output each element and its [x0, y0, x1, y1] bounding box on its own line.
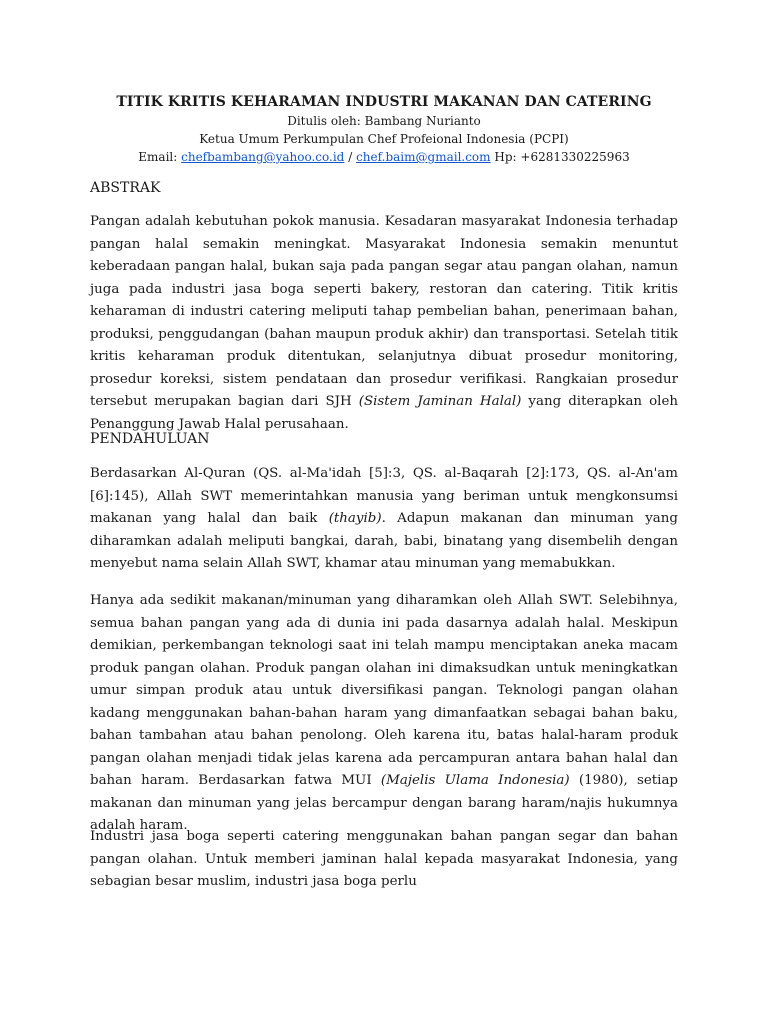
intro-p2-text-start: Hanya ada sedikit makanan/minuman yang diharamkan oleh Allah SWT. Selebihnya, semua bahan pangan yang ada di dunia ini pada dasarnya adalah halal. Meskipun demikian, perkembangan teknologi saat ini telah mampu menciptakan aneka macam produk pangan olahan. Produk pangan olahan ini dimaksudkan untuk meningkatkan umur simpan produk atau untuk diversifikasi pangan. Teknologi pangan olahan kadang menggunakan bahan-bahan haram yang dimanfaatkan sebagai bahan baku, bahan tambahan atau bahan penolong. Oleh karena itu, batas halal-haram produk pangan olahan menjadi tidak jelas karena ada percampuran antara bahan halal dan bahan haram. Berdasarkan fatwa MUI — [90, 593, 678, 788]
abstract-text-start: Pangan adalah kebutuhan pokok manusia. Kesadaran masyarakat Indonesia terhadap pangan halal semakin meningkat. Masyarakat Indonesia semakin menuntut keberadaan pangan halal, bukan saja pada pangan segar atau pangan olahan, namun juga pada industri jasa boga seperti bakery, restoran dan catering. Titik kritis keharaman di industri catering meliputi tahap pembelian bahan, penerimaan bahan, produksi, penggudangan (bahan maupun produk akhir) dan transportasi. Setelah titik kritis keharaman produk ditentukan, selanjutnya dibuat prosedur monitoring, prosedur koreksi, sistem pendataan dan prosedur verifikasi. Rangkaian prosedur tersebut merupakan bagian dari SJH — [90, 214, 678, 409]
intro-paragraph-3: Industri jasa boga seperti catering menggunakan bahan pangan segar dan bahan pangan olahan. Untuk memberi jaminan halal kepada masyarakat Indonesia, yang sebagian besar muslim, industri jasa boga perlu — [90, 829, 678, 889]
contact-line — [90, 148, 678, 166]
intro-p2-text-italic: (Majelis Ulama Indonesia) — [380, 773, 570, 788]
intro-heading: PENDAHULUAN — [90, 431, 210, 447]
email-link-gmail[interactable]: chef.baim@gmail.com — [356, 150, 491, 164]
author-line: Ditulis oleh: Bambang Nurianto — [287, 114, 481, 128]
email-link-yahoo[interactable]: chefbambang@yahoo.co.id — [181, 150, 345, 164]
document-header — [90, 92, 678, 166]
intro-paragraph-1 — [90, 463, 678, 576]
email-separator: / — [348, 150, 353, 164]
intro-p2-text-end: (1980), setiap makanan dan minuman yang jelas bercampur dengan barang haram/najis hukumnya adalah haram. — [90, 773, 678, 833]
intro-paragraph-2 — [90, 590, 678, 838]
intro-p1-text-end: . Adapun makanan dan minuman yang diharamkan adalah meliputi bangkai, darah, babi, binatang yang disembelih dengan menyebut nama selain Allah SWT, khamar atau minuman yang memabukkan. — [90, 511, 678, 571]
intro-p1-text-start: Berdasarkan Al-Quran (QS. al-Ma'idah [5]:3, QS. al-Baqarah [2]:173, QS. al-An'am [6]:145), Allah SWT memerintahkan manusia yang beriman untuk mengkonsumsi makanan yang halal dan baik — [90, 466, 678, 526]
abstract-paragraph — [90, 211, 678, 436]
document-title: TITIK KRITIS KEHARAMAN INDUSTRI MAKANAN DAN CATERING — [116, 94, 652, 110]
abstract-text-end: yang diterapkan oleh Penanggung Jawab Halal perusahaan. — [90, 394, 678, 432]
abstract-text-italic: (Sistem Jaminan Halal) — [358, 394, 522, 409]
abstract-heading: ABSTRAK — [90, 180, 161, 196]
phone-number: +6281330225963 — [520, 150, 630, 164]
author-role-line: Ketua Umum Perkumpulan Chef Profeional Indonesia (PCPI) — [199, 132, 569, 146]
phone-label: Hp: — [494, 150, 517, 164]
intro-p1-text-italic: (thayib) — [328, 511, 382, 526]
email-label: Email: — [138, 150, 178, 164]
